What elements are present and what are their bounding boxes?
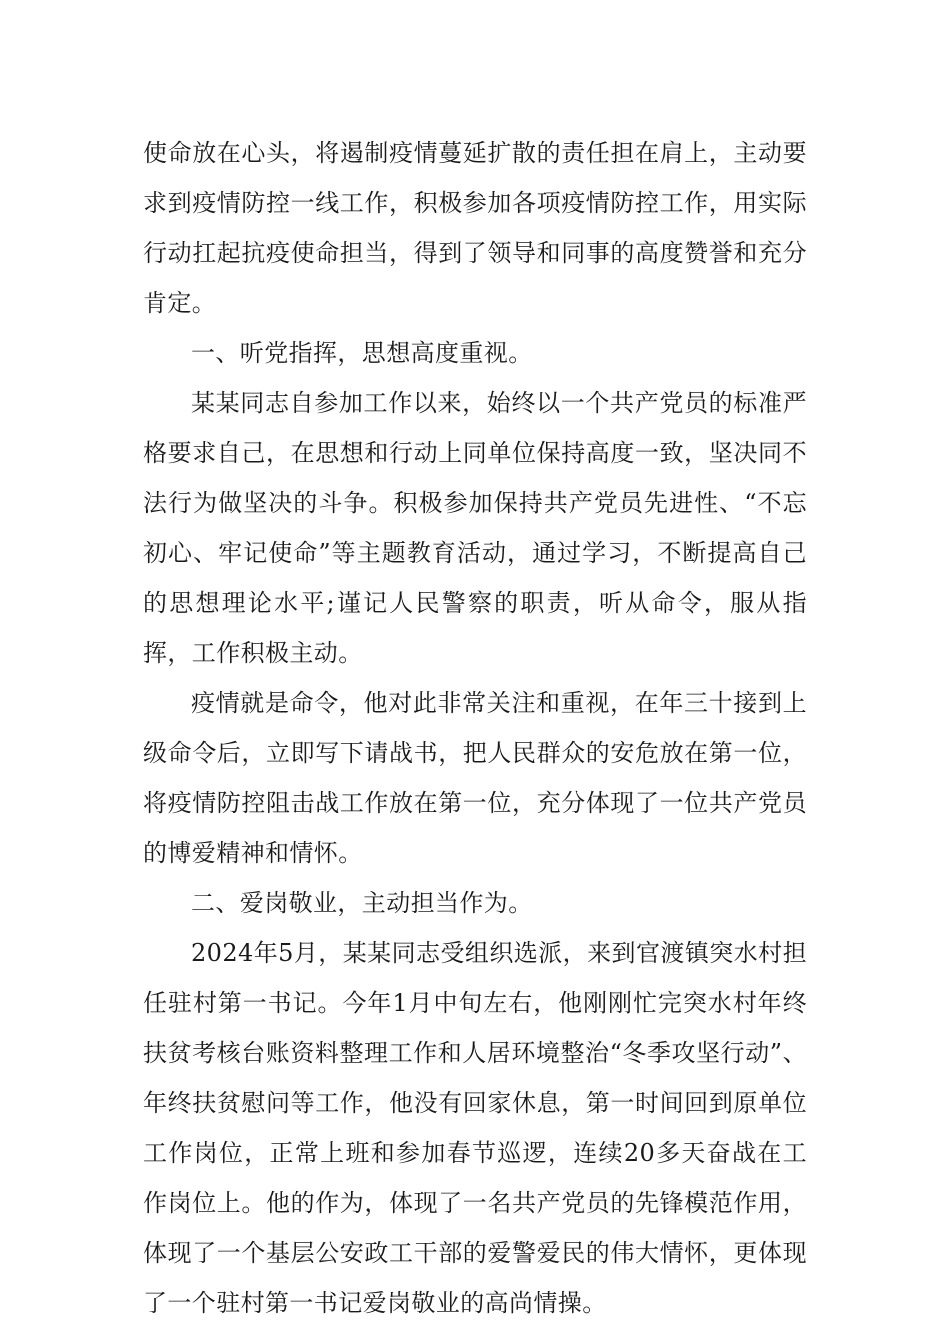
paragraph-village-secretary: 2024年5月，某某同志受组织选派，来到官渡镇突水村担任驻村第一书记。今年1月中旬左右，他刚刚忙完突水村年终扶贫考核台账资料整理工作和人居环境整治“冬季攻坚行动”、年终扶贫慰问等工作，他没有回家休息，第一时间回到原单位工作岗位，正常上班和参加春节巡逻，连续20多天奋战在工作岗位上。他的作为，体现了一名共产党员的先锋模范作用，体现了一个基层公安政工干部的爱警爱民的伟大情怀，更体现了一个驻村第一书记爱岗敬业的高尚情操。 bbox=[143, 939, 807, 1317]
section-heading-2: 二、爱岗敬业，主动担当作为。 bbox=[191, 889, 533, 917]
paragraph-ideology: 某某同志自参加工作以来，始终以一个共产党员的标准严格要求自己，在思想和行动上同单位保持高度一致，坚决同不法行为做坚决的斗争。积极参加保持共产党员先进性、“不忘初心、牢记使命”等主题教育活动，通过学习，不断提高自己的思想理论水平;谨记人民警察的职责，听从命令，服从指挥，工作积极主动。 bbox=[143, 389, 807, 667]
paragraph-epidemic-order: 疫情就是命令，他对此非常关注和重视，在年三十接到上级命令后，立即写下请战书，把人民群众的安危放在第一位，将疫情防控阻击战工作放在第一位，充分体现了一位共产党员的博爱精神和情怀。 bbox=[143, 689, 807, 867]
section-heading-1: 一、听党指挥，思想高度重视。 bbox=[191, 339, 533, 367]
document-body bbox=[143, 128, 807, 1328]
paragraph-continuation: 使命放在心头，将遏制疫情蔓延扩散的责任担在肩上，主动要求到疫情防控一线工作，积极参加各项疫情防控工作，用实际行动扛起抗疫使命担当，得到了领导和同事的高度赞誉和充分肯定。 bbox=[143, 139, 807, 317]
